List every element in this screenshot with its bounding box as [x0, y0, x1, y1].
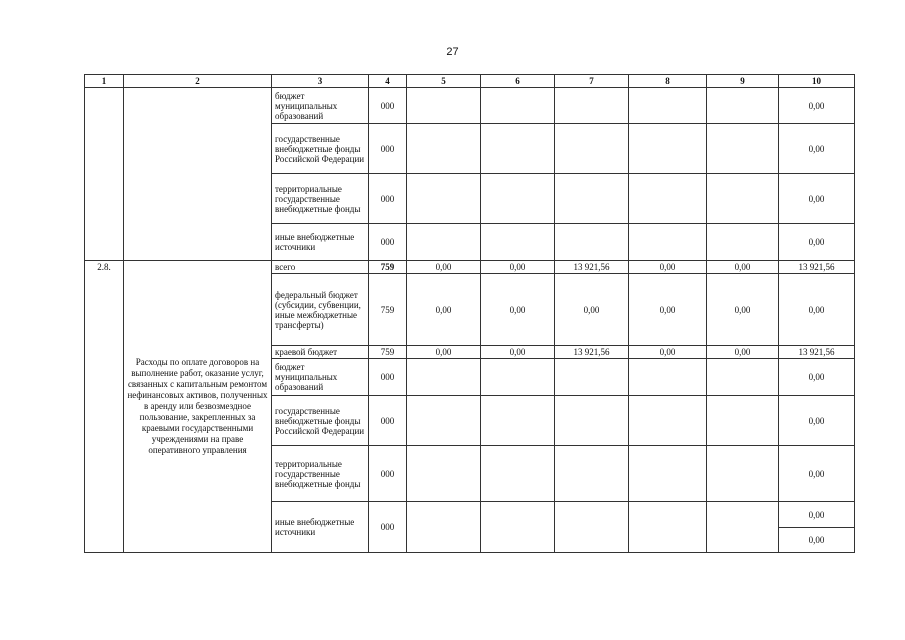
code-cell: 000	[369, 359, 407, 396]
source-cell: иные внебюджетные источники	[272, 502, 369, 553]
table-row	[85, 261, 855, 274]
col-header: 2	[124, 75, 272, 88]
source-cell: государственные внебюджетные фонды Российской Федерации	[272, 396, 369, 446]
total-cell: 0,00	[779, 88, 855, 124]
col-header: 4	[369, 75, 407, 88]
source-cell: территориальные государственные внебюджетные фонды	[272, 174, 369, 224]
value-cell: 0,00	[481, 274, 555, 346]
code-cell: 759	[369, 261, 407, 274]
value-cell: 0,00	[629, 261, 707, 274]
header-row	[85, 75, 855, 88]
value-cell: 13 921,56	[555, 346, 629, 359]
col-header: 7	[555, 75, 629, 88]
value-cell: 0,00	[707, 261, 779, 274]
description-cell-empty	[124, 88, 272, 261]
source-cell: государственные внебюджетные фонды Российской Федерации	[272, 124, 369, 174]
value-cell: 0,00	[481, 346, 555, 359]
section-description: Расходы по оплате договоров на выполнение работ, оказание услуг, связанных с капитальным ремонтом нефинансовых активов, полученных в аренду или безвозмездное пользование, закрепленных за краевыми государственными учреждениями на праве оперативного управления	[124, 261, 272, 553]
value-cell: 0,00	[481, 261, 555, 274]
col-header: 9	[707, 75, 779, 88]
value-cell: 0,00	[555, 274, 629, 346]
table-row	[85, 88, 855, 124]
source-cell: федеральный бюджет (субсидии, субвенции, иные межбюджетные трансферты)	[272, 274, 369, 346]
value-cell: 0,00	[407, 274, 481, 346]
total-cell: 0,00	[779, 396, 855, 446]
total-cell: 0,00	[779, 528, 855, 553]
source-cell: бюджет муниципальных образований	[272, 359, 369, 396]
value-cell: 0,00	[629, 346, 707, 359]
col-header: 10	[779, 75, 855, 88]
value-cell: 0,00	[707, 274, 779, 346]
source-cell: краевой бюджет	[272, 346, 369, 359]
total-cell: 0,00	[779, 174, 855, 224]
code-cell: 000	[369, 502, 407, 553]
code-cell: 759	[369, 346, 407, 359]
col-header: 6	[481, 75, 555, 88]
code-cell: 759	[369, 274, 407, 346]
budget-table	[84, 74, 855, 553]
code-cell: 000	[369, 396, 407, 446]
col-header: 5	[407, 75, 481, 88]
value-cell: 0,00	[629, 274, 707, 346]
code-cell: 000	[369, 224, 407, 261]
total-cell: 0,00	[779, 359, 855, 396]
col-header: 8	[629, 75, 707, 88]
source-cell: иные внебюджетные источники	[272, 224, 369, 261]
code-cell: 000	[369, 174, 407, 224]
code-cell: 000	[369, 88, 407, 124]
page-number: 27	[446, 46, 459, 58]
total-cell: 0,00	[779, 502, 855, 528]
code-cell: 000	[369, 446, 407, 502]
source-cell: территориальные государственные внебюджетные фонды	[272, 446, 369, 502]
source-cell: бюджет муниципальных образований	[272, 88, 369, 124]
value-cell: 0,00	[407, 346, 481, 359]
total-cell: 13 921,56	[779, 261, 855, 274]
value-cell: 0,00	[407, 261, 481, 274]
total-cell: 0,00	[779, 224, 855, 261]
col-header: 3	[272, 75, 369, 88]
total-cell: 0,00	[779, 446, 855, 502]
total-cell: 0,00	[779, 274, 855, 346]
index-cell-empty	[85, 88, 124, 261]
value-cell: 0,00	[707, 346, 779, 359]
code-cell: 000	[369, 124, 407, 174]
total-cell: 0,00	[779, 124, 855, 174]
section-index: 2.8.	[85, 261, 124, 553]
source-cell: всего	[272, 261, 369, 274]
value-cell: 13 921,56	[555, 261, 629, 274]
col-header: 1	[85, 75, 124, 88]
total-cell: 13 921,56	[779, 346, 855, 359]
